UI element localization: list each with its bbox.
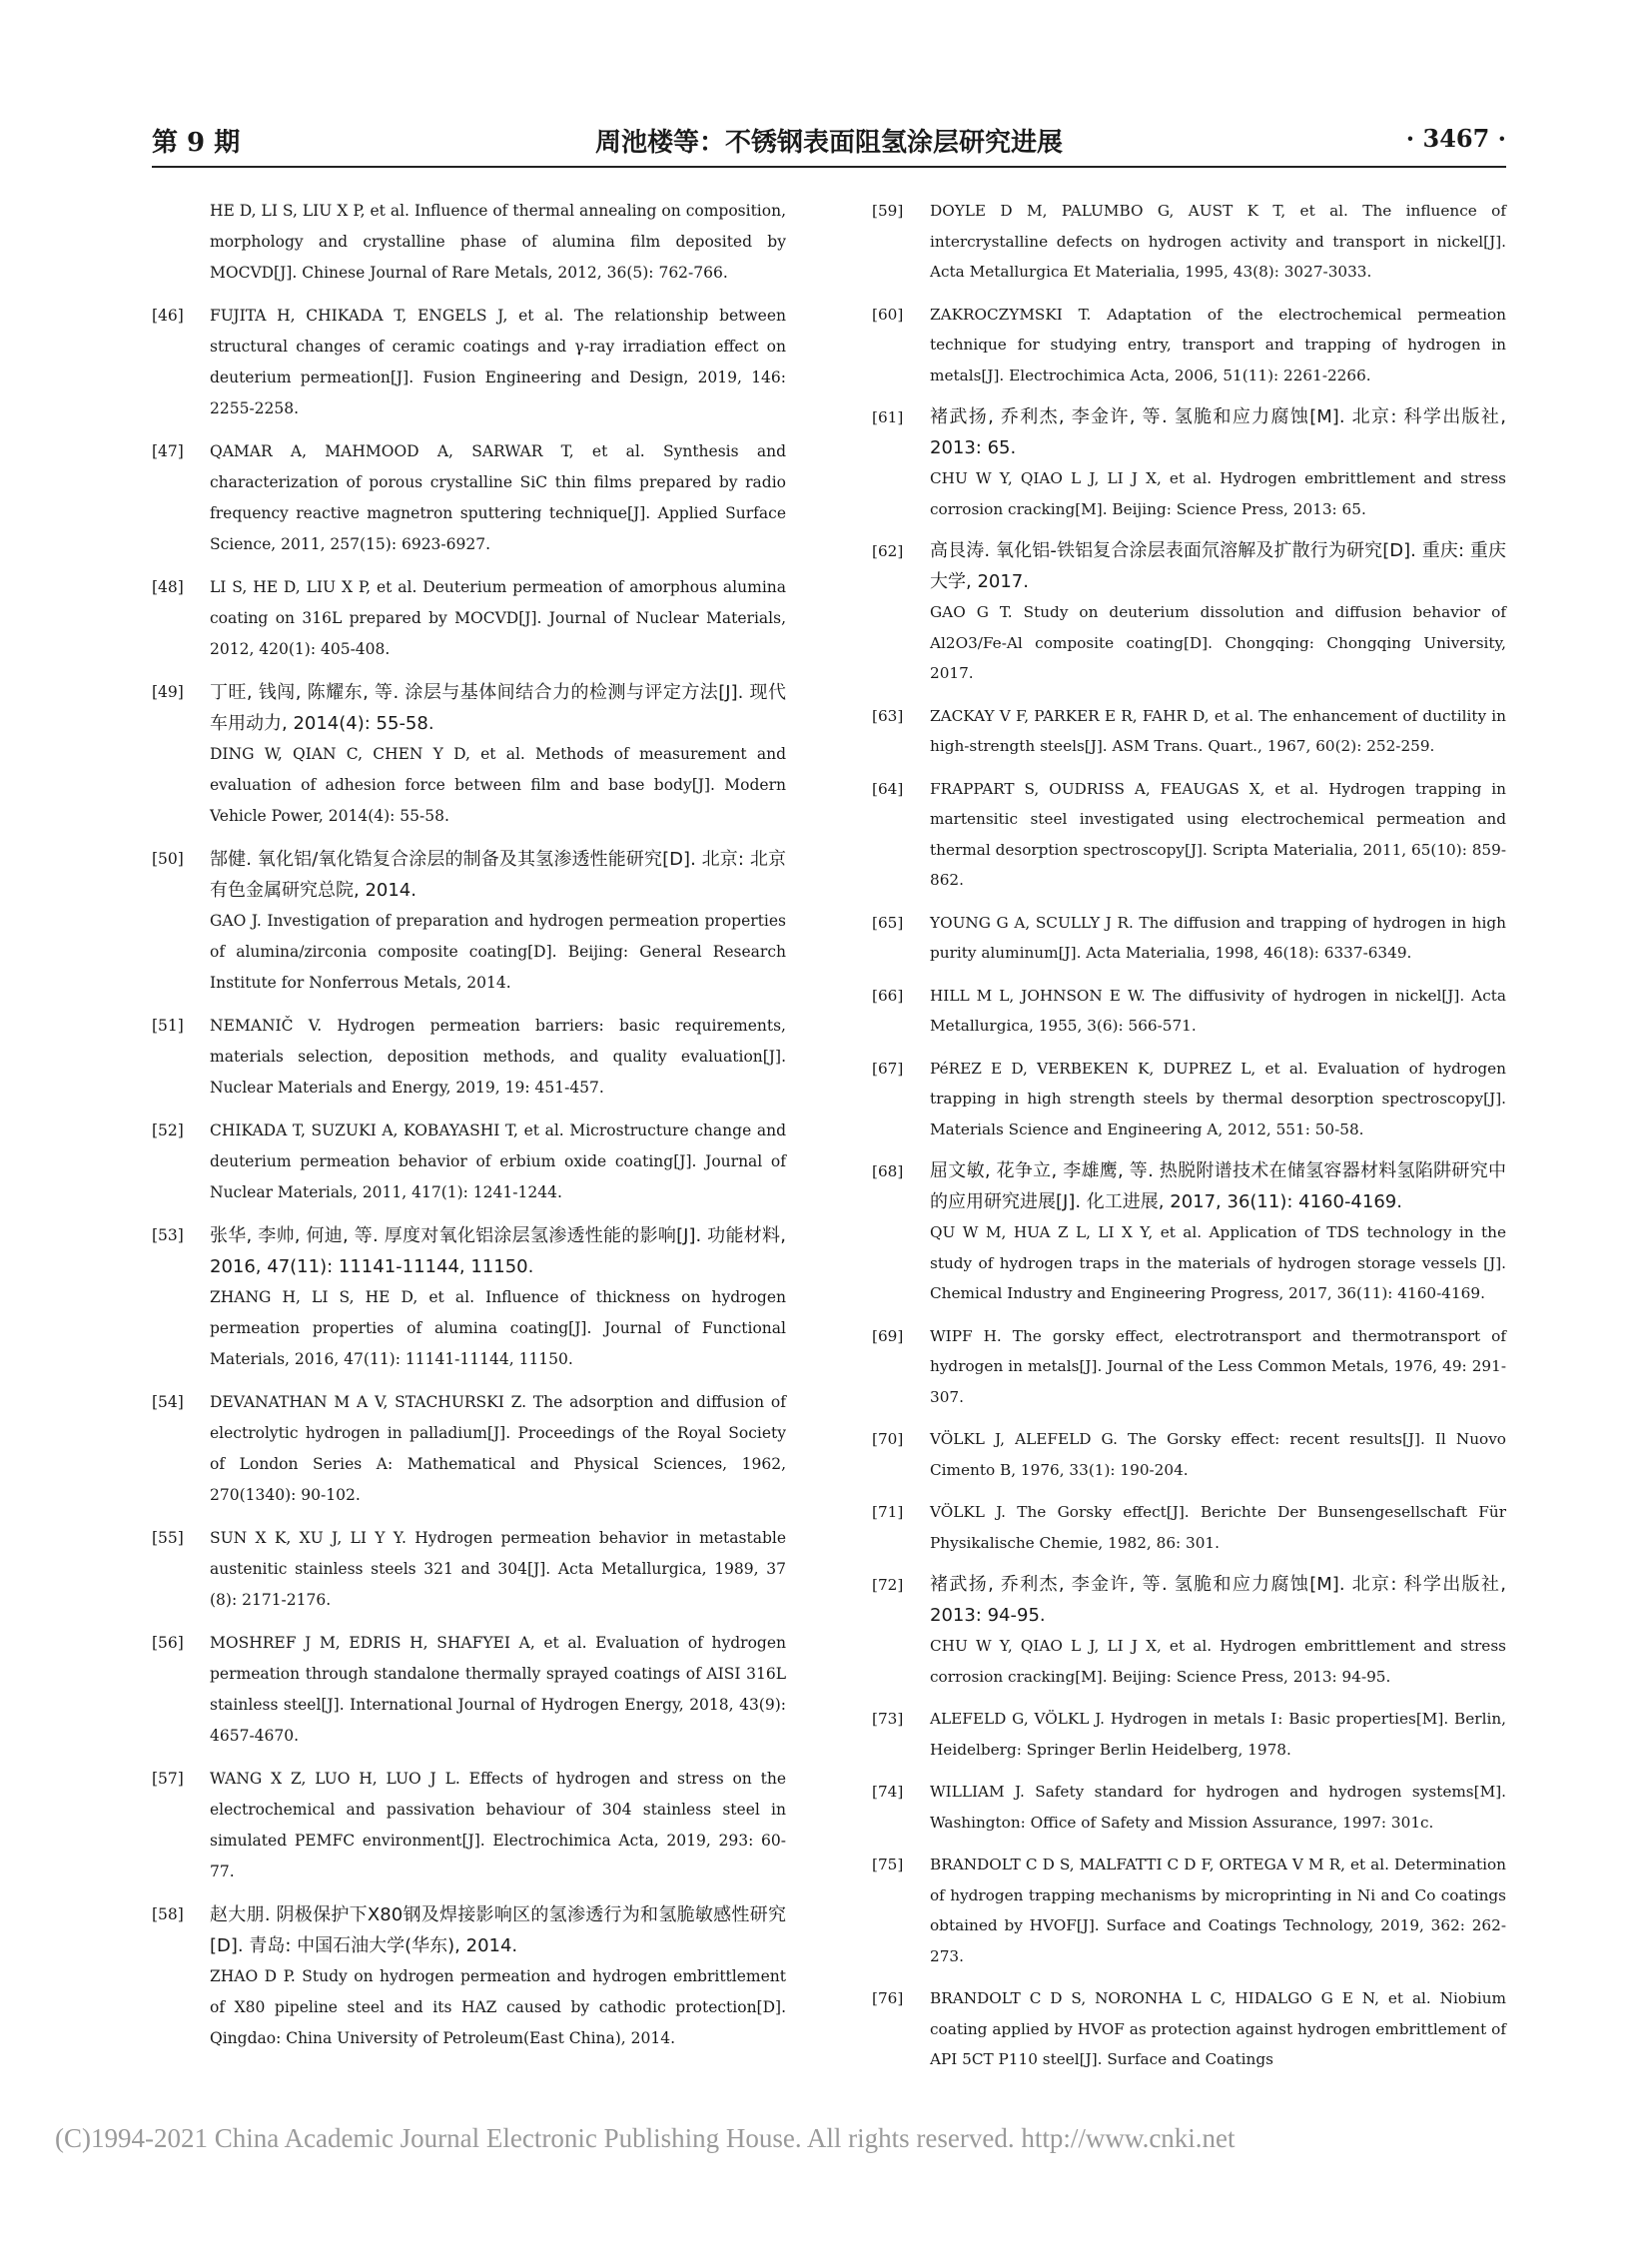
reference-number: [66]: [872, 986, 904, 1005]
reference-item: [152, 1220, 786, 1375]
reference-number: [50]: [152, 850, 184, 868]
reference-number: [64]: [872, 779, 904, 798]
right-reference-column: [872, 196, 1506, 2087]
reference-text-chinese: 高艮涛. 氧化铝-铁铝复合涂层表面氘溶解及扩散行为研究[D]. 重庆: 重庆大学, 2017.: [930, 540, 1506, 592]
reference-text: HILL M L, JOHNSON E W. The diffusivity of hydrogen in nickel[J]. Acta Metallurgica, 1955, 3(6): 566-571.: [930, 986, 1506, 1035]
reference-text: NEMANIČ V. Hydrogen permeation barriers: basic requirements, materials selection, deposition methods, and quality evaluation[J]. Nuclear Materials and Energy, 2019, 19: 451-457.: [210, 1017, 786, 1097]
reference-item: [872, 1054, 1506, 1145]
reference-item: [152, 1523, 786, 1616]
reference-number: [75]: [872, 1856, 904, 1873]
reference-item: [152, 677, 786, 832]
reference-number: [57]: [152, 1770, 184, 1788]
reference-item: [872, 536, 1506, 689]
reference-number: [73]: [872, 1710, 904, 1728]
reference-text: VÖLKL J. The Gorsky effect[J]. Berichte Der Bunsengesellschaft Für Physikalische Chemie, 1982, 86: 301.: [930, 1503, 1506, 1552]
reference-text: WANG X Z, LUO H, LUO J L. Effects of hydrogen and stress on the electrochemical and passivation behaviour of 304 stainless steel in simulated PEMFC environment[J]. Electrochimica Acta, 2019, 293: 60-77.: [210, 1770, 786, 1880]
reference-item: [872, 1497, 1506, 1558]
reference-item: [872, 908, 1506, 969]
reference-item: [152, 301, 786, 424]
left-reference-column: [152, 196, 786, 2066]
reference-item: [872, 1850, 1506, 1971]
reference-text: FUJITA H, CHIKADA T, ENGELS J, et al. The relationship between structural changes of ceramic coatings and γ-ray irradiation effect on deuterium permeation[J]. Fusion Engineering and Design, 2019, 146: 2255-2258.: [210, 307, 786, 417]
reference-text: CHU W Y, QIAO L J, LI J X, et al. Hydrogen embrittlement and stress corrosion cracking[M]. Beijing: Science Press, 2013: 94-95.: [930, 1637, 1506, 1686]
reference-text-chinese: 郜健. 氧化铝/氧化锆复合涂层的制备及其氢渗透性能研究[D]. 北京: 北京有色金属研究总院, 2014.: [210, 849, 786, 901]
reference-item: [152, 844, 786, 999]
reference-item: [872, 774, 1506, 896]
reference-number: [56]: [152, 1634, 184, 1652]
reference-item: [872, 1570, 1506, 1692]
reference-text: ZHAO D P. Study on hydrogen permeation and hydrogen embrittlement of X80 pipeline steel and its HAZ caused by cathodic protection[D]. Qingdao: China University of Petroleum(East China), 2014.: [210, 1967, 786, 2047]
reference-item: [872, 1777, 1506, 1838]
running-header: [152, 120, 1506, 168]
reference-item: [872, 1321, 1506, 1413]
reference-number: [62]: [872, 542, 904, 560]
reference-text: ZACKAY V F, PARKER E R, FAHR D, et al. The enhancement of ductility in high-strength steels[J]. ASM Trans. Quart., 1967, 60(2): 252-259.: [930, 706, 1506, 755]
reference-text: WILLIAM J. Safety standard for hydrogen and hydrogen systems[M]. Washington: Office of Safety and Mission Assurance, 1997: 301c.: [930, 1783, 1506, 1832]
reference-number: [49]: [152, 683, 184, 701]
reference-text-chinese: 褚武扬, 乔利杰, 李金许, 等. 氢脆和应力腐蚀[M]. 北京: 科学出版社, 2013: 94-95.: [930, 1574, 1506, 1626]
reference-text: QAMAR A, MAHMOOD A, SARWAR T, et al. Synthesis and characterization of porous crystalline SiC thin films prepared by radio frequency reactive magnetron sputtering technique[J]. Applied Surface Science, 2011, 257(15): 6923-6927.: [210, 442, 786, 553]
reference-text: MOSHREF J M, EDRIS H, SHAFYEI A, et al. Evaluation of hydrogen permeation through standalone thermally sprayed coatings of AISI 316L stainless steel[J]. International Journal of Hydrogen Energy, 2018, 43(9): 4657-4670.: [210, 1634, 786, 1745]
reference-number: [70]: [872, 1430, 904, 1448]
reference-text: GAO J. Investigation of preparation and hydrogen permeation properties of alumina/zirconia composite coating[D]. Beijing: General Research Institute for Nonferrous Metals, 2014.: [210, 912, 786, 992]
reference-item: [152, 1628, 786, 1752]
reference-text: LI S, HE D, LIU X P, et al. Deuterium permeation of amorphous alumina coating on 316L prepared by MOCVD[J]. Journal of Nuclear Materials, 2012, 420(1): 405-408.: [210, 578, 786, 658]
reference-text: VÖLKL J, ALEFELD G. The Gorsky effect: recent results[J]. Il Nuovo Cimento B, 1976, 33(1): 190-204.: [930, 1430, 1506, 1479]
reference-item: [152, 196, 786, 289]
reference-number: [59]: [872, 202, 904, 220]
reference-text: GAO G T. Study on deuterium dissolution and diffusion behavior of Al2O3/Fe-Al composite coating[D]. Chongqing: Chongqing University, 2017.: [930, 603, 1506, 682]
reference-number: [60]: [872, 305, 904, 324]
reference-item: [152, 1387, 786, 1511]
reference-text: DOYLE D M, PALUMBO G, AUST K T, et al. The influence of intercrystalline defects on hydrogen activity and transport in nickel[J]. Acta Metallurgica Et Materialia, 1995, 43(8): 3027-3033.: [930, 202, 1506, 281]
reference-number: [72]: [872, 1576, 904, 1594]
reference-text: CHU W Y, QIAO L J, LI J X, et al. Hydrogen embrittlement and stress corrosion cracking[M]. Beijing: Science Press, 2013: 65.: [930, 469, 1506, 518]
reference-text: HE D, LI S, LIU X P, et al. Influence of thermal annealing on composition, morphology and crystalline phase of alumina film deposited by MOCVD[J]. Chinese Journal of Rare Metals, 2012, 36(5): 762-766.: [210, 202, 786, 282]
reference-text: QU W M, HUA Z L, LI X Y, et al. Application of TDS technology in the study of hydrogen traps in the materials of hydrogen storage vessels [J]. Chemical Industry and Engineering Progress, 2017, 36(11): 4160-4169.: [930, 1223, 1506, 1302]
reference-text: CHIKADA T, SUZUKI A, KOBAYASHI T, et al. Microstructure change and deuterium permeation behavior of erbium oxide coating[J]. Journal of Nuclear Materials, 2011, 417(1): 1241-1244.: [210, 1121, 786, 1201]
reference-number: [47]: [152, 442, 184, 460]
reference-number: [46]: [152, 307, 184, 325]
reference-number: [51]: [152, 1017, 184, 1035]
reference-text-chinese: 屈文敏, 花争立, 李雄鹰, 等. 热脱附谱技术在储氢容器材料氢陷阱研究中的应用研究进展[J]. 化工进展, 2017, 36(11): 4160-4169.: [930, 1160, 1506, 1212]
reference-text: FRAPPART S, OUDRISS A, FEAUGAS X, et al. Hydrogen trapping in martensitic steel investigated using electrochemical permeation and thermal desorption spectroscopy[J]. Scripta Materialia, 2011, 65(10): 859-862.: [930, 779, 1506, 889]
reference-text: ALEFELD G, VÖLKL J. Hydrogen in metals Ⅰ: Basic properties[M]. Berlin, Heidelberg: Springer Berlin Heidelberg, 1978.: [930, 1710, 1506, 1759]
reference-number: [54]: [152, 1393, 184, 1411]
reference-number: [58]: [152, 1905, 184, 1923]
reference-item: [872, 701, 1506, 762]
reference-item: [872, 196, 1506, 288]
reference-number: [55]: [152, 1529, 184, 1547]
reference-number: [69]: [872, 1326, 904, 1345]
copyright-footer: (C)1994-2021 China Academic Journal Electronic Publishing House. All rights reserved. http://www.cnki.net: [55, 2123, 1236, 2153]
reference-item: [872, 1156, 1506, 1309]
reference-text: PéREZ E D, VERBEKEN K, DUPREZ L, et al. Evaluation of hydrogen trapping in high strength steels by thermal desorption spectroscopy[J]. Materials Science and Engineering A, 2012, 551: 50-58.: [930, 1059, 1506, 1138]
reference-text: SUN X K, XU J, LI Y Y. Hydrogen permeation behavior in metastable austenitic stainless steels 321 and 304[J]. Acta Metallurgica, 1989, 37 (8): 2171-2176.: [210, 1529, 786, 1609]
issue-number: 第 9 期: [152, 128, 241, 158]
reference-text: WIPF H. The gorsky effect, electrotransport and thermotransport of hydrogen in metals[J]. Journal of the Less Common Metals, 1976, 49: 291-307.: [930, 1326, 1506, 1406]
reference-number: [52]: [152, 1121, 184, 1139]
reference-number: [68]: [872, 1162, 904, 1180]
reference-number: [67]: [872, 1059, 904, 1078]
reference-item: [872, 1424, 1506, 1485]
reference-item: [872, 1704, 1506, 1765]
reference-text-chinese: 褚武扬, 乔利杰, 李金许, 等. 氢脆和应力腐蚀[M]. 北京: 科学出版社, 2013: 65.: [930, 406, 1506, 458]
reference-item: [872, 1983, 1506, 2075]
reference-item: [152, 1011, 786, 1104]
reference-text-chinese: 赵大朋. 阴极保护下X80钢及焊接影响区的氢渗透行为和氢脆敏感性研究[D]. 青岛: 中国石油大学(华东), 2014.: [210, 1904, 786, 1956]
reference-number: [74]: [872, 1783, 904, 1801]
reference-text: ZAKROCZYMSKI T. Adaptation of the electrochemical permeation technique for studying entry, transport and trapping of hydrogen in metals[J]. Electrochimica Acta, 2006, 51(11): 2261-2266.: [930, 305, 1506, 384]
reference-text: DING W, QIAN C, CHEN Y D, et al. Methods of measurement and evaluation of adhesion force between film and base body[J]. Modern Vehicle Power, 2014(4): 55-58.: [210, 745, 786, 825]
reference-text: YOUNG G A, SCULLY J R. The diffusion and trapping of hydrogen in high purity aluminum[J]. Acta Materialia, 1998, 46(18): 6337-6349.: [930, 913, 1506, 962]
reference-text-chinese: 丁旺, 钱闯, 陈耀东, 等. 涂层与基体间结合力的检测与评定方法[J]. 现代车用动力, 2014(4): 55-58.: [210, 682, 786, 734]
reference-item: [872, 402, 1506, 524]
reference-text: DEVANATHAN M A V, STACHURSKI Z. The adsorption and diffusion of electrolytic hydrogen in palladium[J]. Proceedings of the Royal Society of London Series A: Mathematical and Physical Sciences, 1962, 270(1340): 90-102.: [210, 1393, 786, 1504]
reference-text: BRANDOLT C D S, MALFATTI C D F, ORTEGA V M R, et al. Determination of hydrogen trapping mechanisms by microprinting in Ni and Co coatings obtained by HVOF[J]. Surface and Coatings Technology, 2019, 362: 262-273.: [930, 1856, 1506, 1965]
reference-number: [71]: [872, 1503, 904, 1521]
reference-text-chinese: 张华, 李帅, 何迪, 等. 厚度对氧化铝涂层氢渗透性能的影响[J]. 功能材料, 2016, 47(11): 11141-11144, 11150.: [210, 1225, 786, 1277]
page-number: · 3467 ·: [1405, 124, 1506, 153]
reference-item: [152, 1764, 786, 1887]
reference-item: [152, 436, 786, 560]
reference-text: ZHANG H, LI S, HE D, et al. Influence of thickness on hydrogen permeation properties of alumina coating[J]. Journal of Functional Materials, 2016, 47(11): 11141-11144, 11150.: [210, 1288, 786, 1368]
running-title: 周池楼等：不锈钢表面阻氢涂层研究进展: [594, 128, 1063, 158]
reference-item: [872, 300, 1506, 391]
reference-item: [152, 572, 786, 665]
reference-text: BRANDOLT C D S, NORONHA L C, HIDALGO G E N, et al. Niobium coating applied by HVOF as protection against hydrogen embrittlement of API 5CT P110 steel[J]. Surface and Coatings: [930, 1989, 1506, 2068]
reference-item: [872, 981, 1506, 1042]
reference-number: [63]: [872, 706, 904, 725]
reference-number: [61]: [872, 408, 904, 426]
reference-number: [53]: [152, 1226, 184, 1244]
reference-number: [76]: [872, 1989, 904, 2007]
reference-item: [152, 1116, 786, 1208]
reference-number: [48]: [152, 578, 184, 596]
reference-number: [65]: [872, 913, 904, 932]
reference-item: [152, 1899, 786, 2054]
